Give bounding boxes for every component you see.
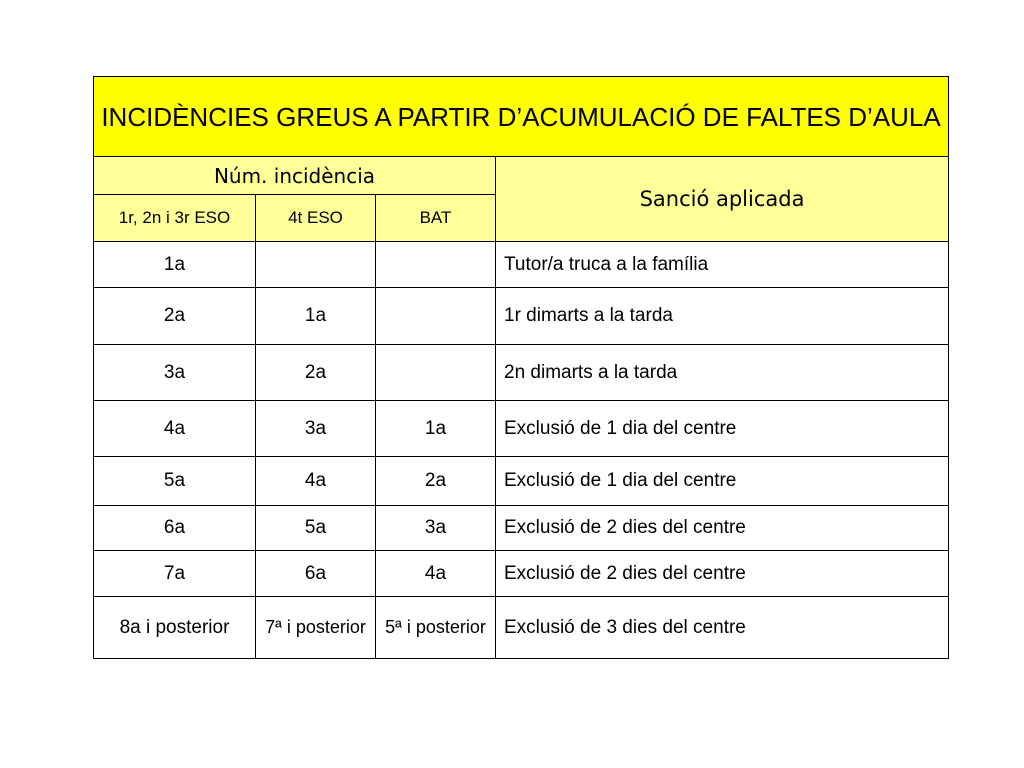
cell-eso4: 7ª i posterior	[256, 597, 376, 659]
cell-eso4: 3a	[256, 401, 376, 457]
cell-sancio: 2n dimarts a la tarda	[496, 345, 949, 401]
cell-eso4: 1a	[256, 288, 376, 345]
cell-eso4: 5a	[256, 506, 376, 551]
subheader-bat: BAT	[376, 195, 496, 242]
cell-eso123: 4a	[94, 401, 256, 457]
table-row	[94, 551, 949, 597]
table-row	[94, 345, 949, 401]
cell-bat: 5ª i posterior	[376, 597, 496, 659]
cell-bat	[376, 242, 496, 288]
cell-sancio: Exclusió de 1 dia del centre	[496, 457, 949, 506]
incidencies-table	[93, 76, 949, 659]
cell-eso123: 5a	[94, 457, 256, 506]
table-row	[94, 597, 949, 659]
cell-eso4: 6a	[256, 551, 376, 597]
cell-sancio: Exclusió de 3 dies del centre	[496, 597, 949, 659]
cell-sancio: 1r dimarts a la tarda	[496, 288, 949, 345]
cell-eso4	[256, 242, 376, 288]
cell-eso123: 2a	[94, 288, 256, 345]
cell-bat	[376, 288, 496, 345]
cell-eso123: 1a	[94, 242, 256, 288]
cell-eso4: 4a	[256, 457, 376, 506]
table-row	[94, 242, 949, 288]
cell-sancio: Tutor/a truca a la família	[496, 242, 949, 288]
header-row	[94, 157, 949, 195]
cell-eso4: 2a	[256, 345, 376, 401]
cell-bat: 3a	[376, 506, 496, 551]
sancio-header: Sanció aplicada	[496, 157, 949, 242]
subheader-eso4: 4t ESO	[256, 195, 376, 242]
title-row	[94, 77, 949, 157]
subheader-eso123: 1r, 2n i 3r ESO	[94, 195, 256, 242]
cell-eso123: 3a	[94, 345, 256, 401]
cell-sancio: Exclusió de 2 dies del centre	[496, 551, 949, 597]
cell-eso123: 8a i posterior	[94, 597, 256, 659]
table-row	[94, 506, 949, 551]
table-row	[94, 401, 949, 457]
num-incidencia-header: Núm. incidència	[94, 157, 496, 195]
cell-bat: 1a	[376, 401, 496, 457]
table-title: INCIDÈNCIES GREUS A PARTIR D’ACUMULACIÓ DE FALTES D’AULA	[94, 77, 949, 157]
table-row	[94, 288, 949, 345]
cell-eso123: 6a	[94, 506, 256, 551]
cell-bat	[376, 345, 496, 401]
cell-sancio: Exclusió de 1 dia del centre	[496, 401, 949, 457]
cell-bat: 2a	[376, 457, 496, 506]
cell-sancio: Exclusió de 2 dies del centre	[496, 506, 949, 551]
table-row	[94, 457, 949, 506]
cell-eso123: 7a	[94, 551, 256, 597]
cell-bat: 4a	[376, 551, 496, 597]
